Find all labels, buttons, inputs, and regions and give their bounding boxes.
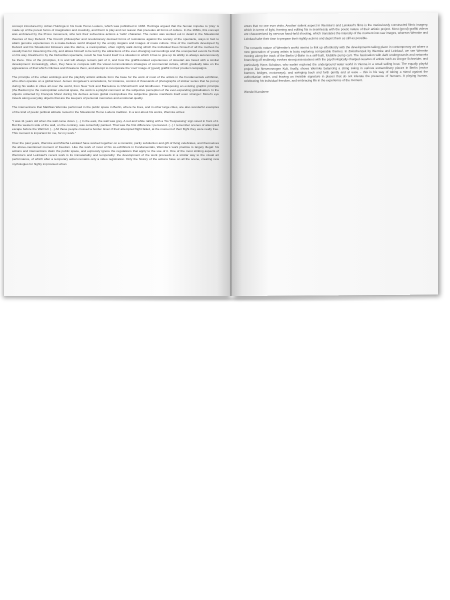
left-page [4,14,231,296]
left-paragraph-5: Over the past years, Wermke and Mischa Leinkauf have worked together on a romantic, partly subduction and gift of living celebrates, and themselves the above-mentioned moment of freedom. Like the work of most of his co-exhibitors in Fundamentals, Wermke's work practice is largely illegal: his actions and interventions claim the public space, and expressly ignore the regulations that apply to the use of it. One of the most striking aspects of Wermke's and Leinkauf's recent work is its immateriality and temporality: the development of the work proceeds in a similar way to the visual art performance, of which after a temporary action remains only a video registration. Only the history of the actions have on all the scene, creating new mythologies for highly improvised urban [12,140,219,166]
left-paragraph-4-quote: "I was 11 years old when the wall came down. (...) In the east, the wall was grey. A red and white railing with a 'No Trespassing' sign stood in front of it. But the western side of the wall, on the contrary, was colourfully painted. That was the first difference I perceived. (...) I remember scenes of attempted escape before the Wall fell. (...) All these people crossed a border. Even if their attempted flight failed, at the moment of their flight they were really free. This moment is important for me, for my work." [12,118,219,136]
left-paragraph-3: The interventions that Matthias Wermke performed in the public space in Berlin, where he lives, and in other large cities, are also wonderful examples of the kind of poetic political attitude rooted in the Situationist Homo Ludens tradition. In a text about his works, Wermke writes: [12,105,219,114]
left-paragraph-2: The principle of the urban ambilogs and the playfully artistic attitude form the base for the work of most of the artists in the Fundamentals exhibition, who often operate on a global level. Jeroen Jongeleen's annotations, for instance, consist of thousands of photographs of sticker series that he put up during his walks in cities all over the world, from New York and Barcelona to Christchurch and Eindhoven. Transposing an existing graphic principle (the Badcom) to the metropolitan external space, the work is a playful comment on the subjective perception of the ever-expanding globalisation. In the objects collected by François Morel during his derives across global metropolises the subjective glance manifests itself even stronger: Morel's eye travels along everyday objects that are the keepers of personal memories and emotional quality. [12,75,219,101]
right-paragraph-2: The romantic nature of Wermke's works seems to link up effortlessly with the developments taking place in contemporary art where a new generation of young artists is busy exploring comparable themes. In Zwischenzeit by Wermke and Leinkauf, we see Wermke moving along the track of the Berlin U-Bahn in a self-built, foldable pump cart. The fascination with dark undergrounds and networks branching off endlessly, evokes strong associations with the psychologically charged oeuvres of artists such as Gregor Schneider, and particularly Hans Schabus, who earlier explored the underground water world in Vienna in a small sailing boat. The equally playful project Die Nervensengen Kult, finally, shows Wermke balancing a string swing in various extraordinary places in Berlin (motor barrens, bridges, motorways), and swinging back and forth gently and at ease – this is his way of taking a stand against the authoritarian order, and leaving an invisible signature in places that do not tolerate the presence of humans. A playing human, celebrating his individual freedom, and embracing life in the experience of the moment. [244,44,428,84]
right-paragraph-1: areas that no one ever visits. Another salient aspect in Wermke's and Leinkauf's films is the meticulously constructed filmic imagery, which in terms of light, framing and editing fits in seamlessly with the poetic nature of their artistic project. Most (good) graffiti videos are characterized by nervous hand-held shooting, which translates the intensity of the moment into raw images, whereas Wermke and Leinkauf take their time to prepare their nightly actions and depict them as still as possible. [244,22,428,41]
book-shadow [10,296,436,302]
author-name: Wendel Kandaere [244,89,269,94]
book-spread [4,14,434,296]
left-paragraph-1: concept introduced by Johan Huizinga in his book Homo Ludens, which was published in 1938. Huizinga argued that the human impulse to 'play' is made up of the purest forms of imagination and creativity, and that it is play and not reason that precedes all forms of culture. In the 1960s, this concept was embraced by the Provo movement, who lent their subversive actions a 'ludic' character. The notion was worked out in detail in the Situationist theories of Guy Debord. The French philosopher and revolutionary devised forms of resistance against the society of the spectacle, wayo in fact to attain genuine experiences in a make-believe world shaped by the empty slogans and images of mass culture. One of the methods developed by Debord and his Situationist followers was the dérive, a metropolitan, often nightly walk during which the individual frees himself of all the motives he usually has for traversing the city, and allows himself to be led by the attractions of the ever-changing surroundings and the unexpected events he finds on his way. Realized in by the Debordian spectacle, result he has found itself in a situation in which it has to give up its ability to always autonomously be there. One of the principles, it is and will always remain part of it, and how the graffiti-related experiences of streetart are faced with a similar development: increasingly, often, they have to compete with the visual communication strategies of commercial culture, which gradually take on the appearance of that which criticises and threatens them, and attempt to incorporate the 'cool' image of (good) graffiti in their product campaigns. [12,24,219,71]
right-page [232,13,438,296]
